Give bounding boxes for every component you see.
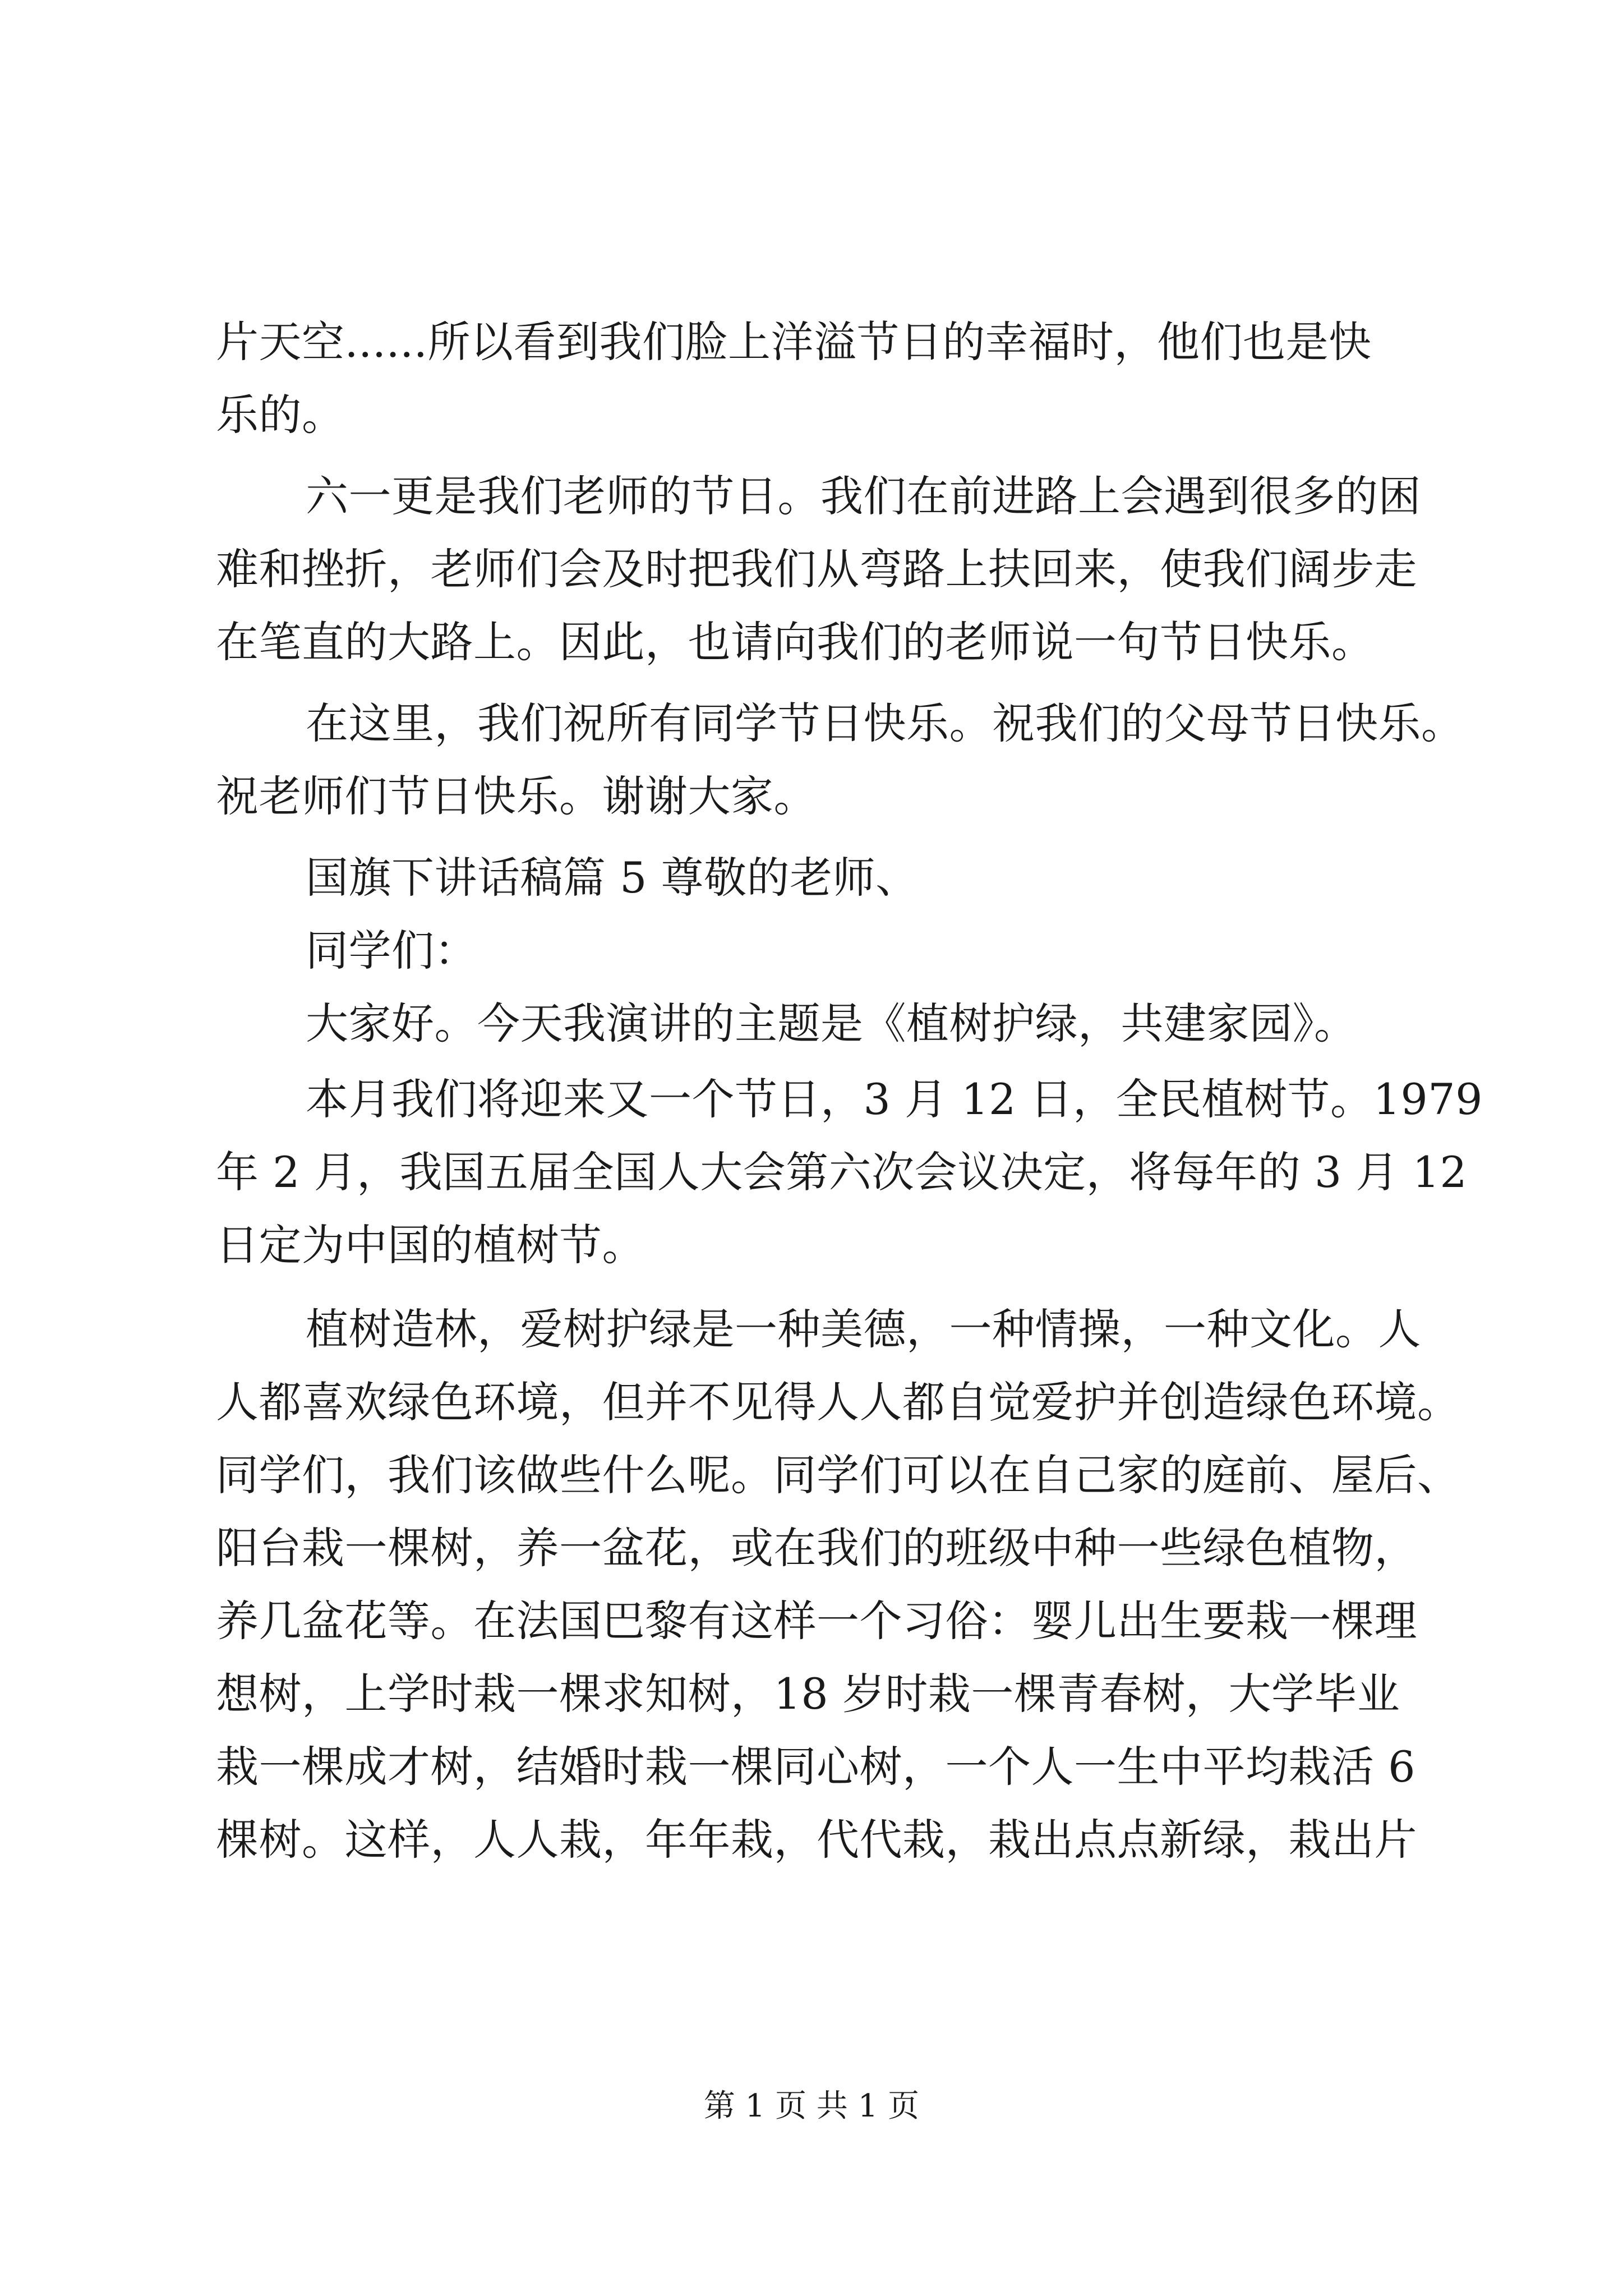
paragraph-first-line: 植树造林，爱树护绿是一种美德，一种情操，一种文化。人: [306, 1304, 1421, 1354]
text-line: 祝老师们节日快乐。谢谢大家。: [216, 771, 817, 821]
text-line: 难和挫折，老师们会及时把我们从弯路上扶回来，使我们阔步走: [216, 544, 1417, 594]
page-footer: 第 1 页 共 1 页: [703, 2088, 920, 2124]
text-line: 年 2 月，我国五届全国人大会第六次会议决定，将每年的 3 月 12: [216, 1147, 1468, 1197]
text-line: 养几盆花等。在法国巴黎有这样一个习俗：婴儿出生要栽一棵理: [216, 1596, 1417, 1646]
text-line: 阳台栽一棵树，养一盆花，或在我们的班级中种一些绿色植物，: [216, 1523, 1417, 1573]
text-line: 日定为中国的植树节。: [216, 1220, 645, 1270]
text-line: 片天空......所以看到我们脸上洋溢节日的幸福时，他们也是快: [216, 317, 1372, 367]
section-heading-line: 国旗下讲话稿篇 5 尊敬的老师、: [306, 853, 919, 903]
text-line: 人都喜欢绿色环境，但并不见得人人都自觉爱护并创造绿色环境。: [216, 1377, 1460, 1427]
text-line: 想树，上学时栽一棵求知树，18 岁时栽一棵青春树，大学毕业: [216, 1669, 1400, 1719]
paragraph-first-line: 在这里，我们祝所有同学节日快乐。祝我们的父母节日快乐。: [306, 698, 1464, 748]
text-line: 在笔直的大路上。因此，也请向我们的老师说一句节日快乐。: [216, 617, 1375, 667]
paragraph-first-line: 六一更是我们老师的节日。我们在前进路上会遇到很多的困: [306, 471, 1421, 521]
text-line: 乐的。: [216, 390, 345, 440]
paragraph-first-line: 大家好。今天我演讲的主题是《植树护绿，共建家园》。: [306, 999, 1357, 1048]
text-line: 栽一棵成才树，结婚时栽一棵同心树，一个人一生中平均栽活 6: [216, 1742, 1416, 1792]
paragraph-first-line: 本月我们将迎来又一个节日，3 月 12 日，全民植树节。1979: [306, 1074, 1483, 1124]
text-line: 棵树。这样，人人栽，年年栽，代代栽，栽出点点新绿，栽出片: [216, 1815, 1417, 1865]
text-line: 同学们，我们该做些什么呢。同学们可以在自己家的庭前、屋后、: [216, 1450, 1460, 1500]
salutation-line: 同学们：: [306, 926, 477, 976]
